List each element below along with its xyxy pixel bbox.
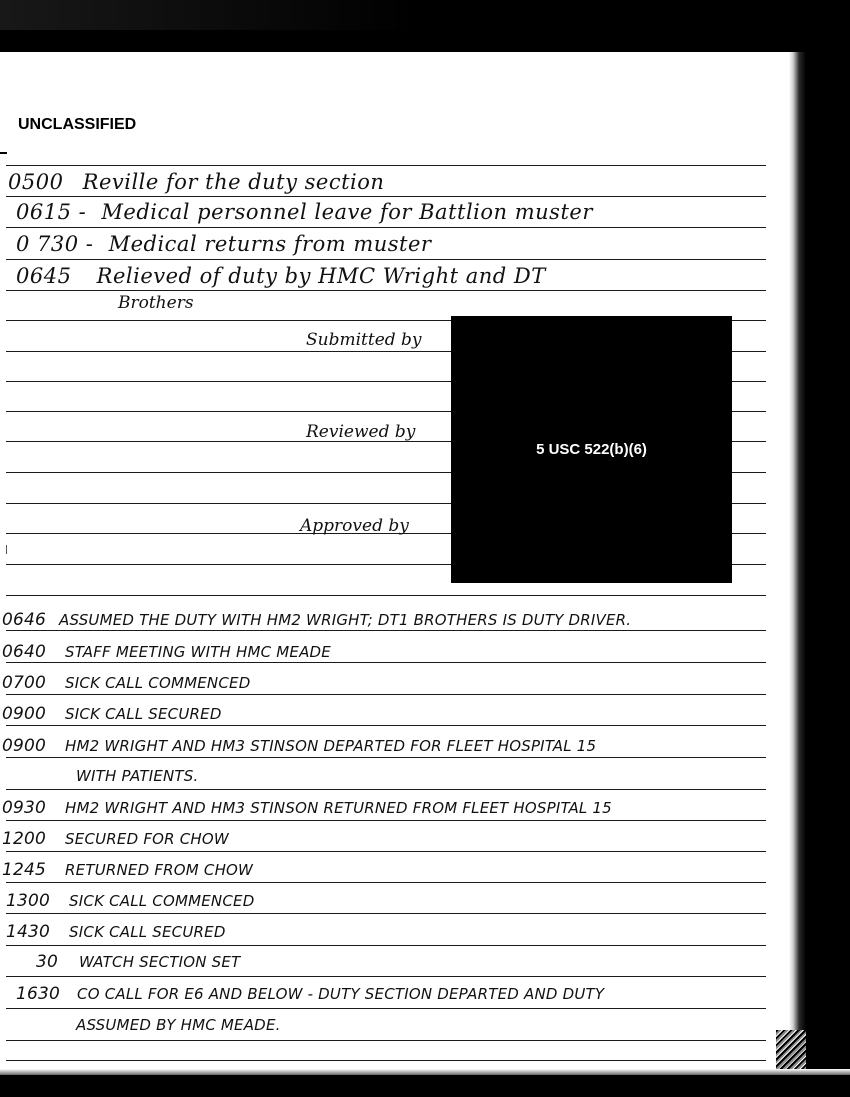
margin-dash: [0, 152, 7, 154]
ruled-line: [6, 196, 766, 197]
log-time: 0500: [8, 170, 64, 194]
log-time: 1630: [16, 984, 61, 1004]
ruled-line: [6, 694, 766, 695]
margin-tick: [6, 545, 7, 554]
log-time: 0900: [2, 736, 47, 756]
log-time: 0700: [2, 673, 47, 693]
log-entry: [16, 264, 546, 288]
log-entry: [6, 891, 254, 911]
ruled-line: [6, 259, 766, 260]
log-time: 0615 -: [16, 200, 87, 224]
log-entry: [2, 860, 253, 880]
log-entry: [8, 170, 384, 194]
log-entry-continued: [118, 293, 194, 313]
submitted-by-label: Submitted by: [306, 330, 422, 350]
log-text: Medical returns from muster: [108, 232, 432, 256]
log-entry-continued: [76, 767, 198, 785]
scan-border-right: [806, 0, 850, 1097]
log-time: 1200: [2, 829, 47, 849]
ruled-line: [6, 820, 766, 821]
log-text: SECURED FOR CHOW: [65, 830, 229, 848]
log-entry: [2, 829, 229, 849]
log-entry: [16, 200, 593, 224]
log-entry: [2, 736, 596, 756]
ruled-line: [6, 1040, 766, 1041]
log-text: Brothers: [118, 293, 194, 313]
log-text: SICK CALL SECURED: [69, 923, 226, 941]
log-text: CO CALL FOR E6 AND BELOW - DUTY SECTION DEPARTED AND DUTY: [77, 985, 605, 1003]
log-entry: [2, 642, 331, 662]
ruled-line: [6, 757, 766, 758]
log-time: 30: [36, 952, 59, 972]
ruled-line: [6, 789, 766, 790]
log-time: 0900: [2, 704, 47, 724]
log-time: 0930: [2, 798, 47, 818]
ruled-line: [6, 1060, 766, 1061]
log-time: 0640: [2, 642, 47, 662]
ruled-line: [6, 913, 766, 914]
ruled-line: [6, 725, 766, 726]
log-entry: [36, 952, 240, 972]
ruled-line: [6, 290, 766, 291]
redaction-box: [451, 316, 732, 583]
log-text: STAFF MEETING WITH HMC MEADE: [65, 643, 331, 661]
log-text: HM2 WRIGHT AND HM3 STINSON RETURNED FROM FLEET HOSPITAL 15: [65, 799, 612, 817]
log-text: WATCH SECTION SET: [79, 953, 241, 971]
log-entry: [2, 673, 250, 693]
log-time: 1300: [6, 891, 51, 911]
reviewed-by-label: Reviewed by: [306, 422, 416, 442]
redaction-label: 5 USC 522(b)(6): [536, 441, 647, 458]
log-entry: [6, 922, 226, 942]
log-entry-continued: [76, 1016, 281, 1034]
ruled-line: [6, 851, 766, 852]
log-text: SICK CALL COMMENCED: [69, 892, 255, 910]
scan-border-top-fade: [0, 0, 420, 30]
log-entry: [16, 984, 604, 1004]
log-text: Reville for the duty section: [82, 170, 385, 194]
log-time: 1245: [2, 860, 47, 880]
log-text: SICK CALL SECURED: [65, 705, 222, 723]
log-time: 0646: [2, 610, 47, 630]
log-text: WITH PATIENTS.: [76, 767, 199, 785]
scan-border-bottom: [0, 1075, 850, 1097]
ruled-line: [6, 976, 766, 977]
log-time: 1430: [6, 922, 51, 942]
log-time: 0645: [16, 264, 72, 288]
log-text: Medical personnel leave for Battlion muster: [101, 200, 593, 224]
ruled-line: [6, 945, 766, 946]
log-entry: [2, 704, 222, 724]
log-entry: [2, 610, 631, 630]
log-text: Relieved of duty by HMC Wright and DT: [96, 264, 546, 288]
ruled-line: [6, 882, 766, 883]
ruled-line: [6, 630, 766, 631]
log-time: 0 730 -: [16, 232, 94, 256]
scan-border-right-shadow: [772, 52, 806, 1082]
log-text: ASSUMED THE DUTY WITH HM2 WRIGHT; DT1 BROTHERS IS DUTY DRIVER.: [59, 611, 632, 629]
ruled-line: [6, 1008, 766, 1009]
log-text: RETURNED FROM CHOW: [65, 861, 254, 879]
ruled-line: [6, 662, 766, 663]
classification-marking: UNCLASSIFIED: [18, 116, 137, 133]
log-text: SICK CALL COMMENCED: [65, 674, 251, 692]
approved-by-label: Approved by: [300, 516, 409, 536]
ruled-line: [6, 227, 766, 228]
ruled-line: [6, 165, 766, 166]
log-text: HM2 WRIGHT AND HM3 STINSON DEPARTED FOR FLEET HOSPITAL 15: [65, 737, 597, 755]
log-entry: [16, 232, 431, 256]
log-text: ASSUMED BY HMC MEADE.: [76, 1016, 281, 1034]
ruled-line: [6, 595, 766, 596]
log-entry: [2, 798, 612, 818]
